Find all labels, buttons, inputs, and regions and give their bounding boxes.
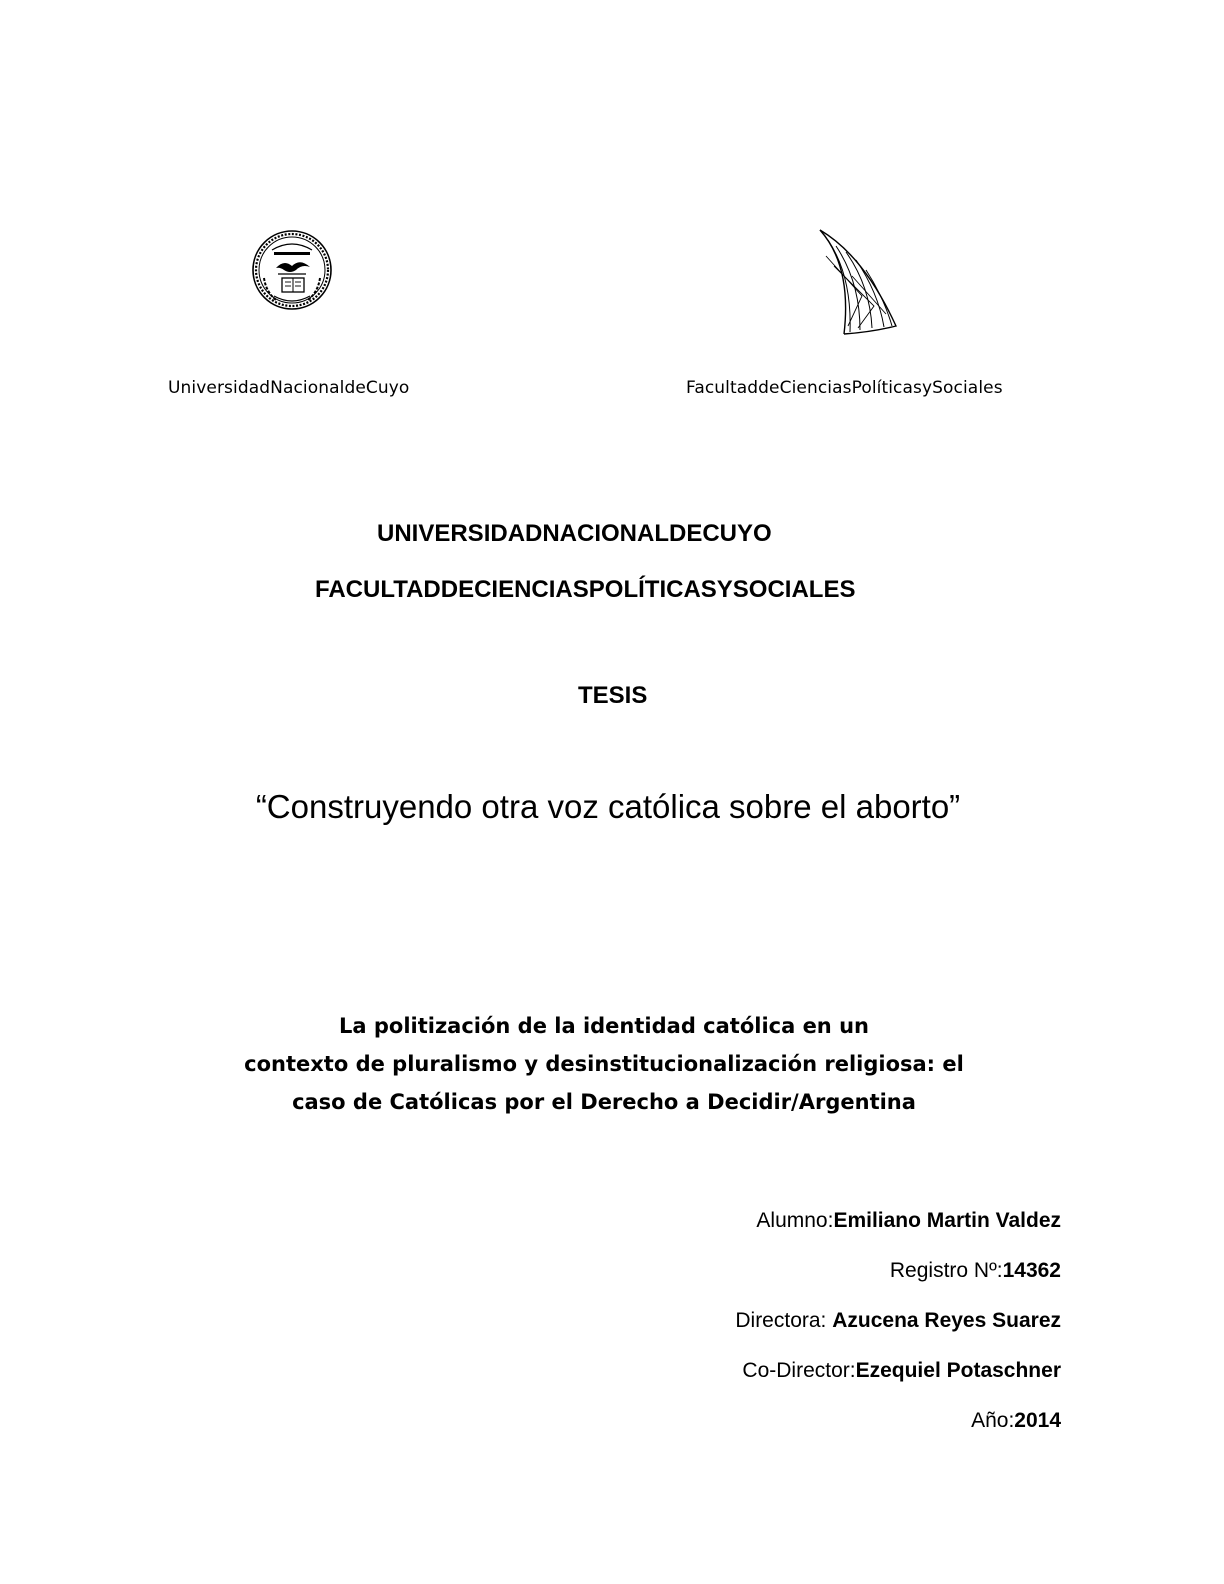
subtitle-line-1: La politización de la identidad católica en un <box>339 1014 869 1038</box>
document-type-heading: TESIS <box>578 682 648 709</box>
year-line <box>971 1409 1061 1433</box>
faculty-heading: FACULTADDECIENCIASPOLÍTICASYSOCIALES <box>315 576 856 603</box>
university-logo-caption: UniversidadNacionaldeCuyo <box>168 378 410 398</box>
thesis-title <box>0 788 1224 826</box>
student-value: Emiliano Martin Valdez <box>833 1209 1061 1232</box>
thesis-subtitle <box>0 1007 1208 1121</box>
registry-label: Registro Nº: <box>889 1259 1003 1282</box>
registry-line <box>890 1259 1061 1283</box>
thesis-title-text: “Construyendo otra voz católica sobre el aborto” <box>255 788 961 825</box>
codirector-value: Ezequiel Potaschner <box>855 1359 1061 1382</box>
student-label: Alumno: <box>756 1209 834 1232</box>
year-value: 2014 <box>1014 1409 1061 1432</box>
subtitle-line-3: caso de Católicas por el Derecho a Decidir/Argentina <box>292 1090 916 1114</box>
director-value: Azucena Reyes Suarez <box>832 1309 1061 1332</box>
registry-value: 14362 <box>1002 1259 1061 1282</box>
director-line <box>735 1309 1061 1333</box>
university-heading: UNIVERSIDADNACIONALDECUYO <box>377 520 772 547</box>
director-label: Directora: <box>735 1309 833 1332</box>
faculty-logo-caption: FacultaddeCienciasPolíticasySociales <box>686 378 1003 398</box>
sail-logo-icon <box>812 226 902 338</box>
codirector-label: Co-Director: <box>742 1359 856 1382</box>
university-seal-icon <box>250 226 334 314</box>
year-label: Año: <box>971 1409 1015 1432</box>
codirector-line <box>742 1359 1061 1383</box>
student-line <box>756 1209 1061 1233</box>
subtitle-line-2: contexto de pluralismo y desinstitucionalización religiosa: el <box>244 1052 964 1076</box>
